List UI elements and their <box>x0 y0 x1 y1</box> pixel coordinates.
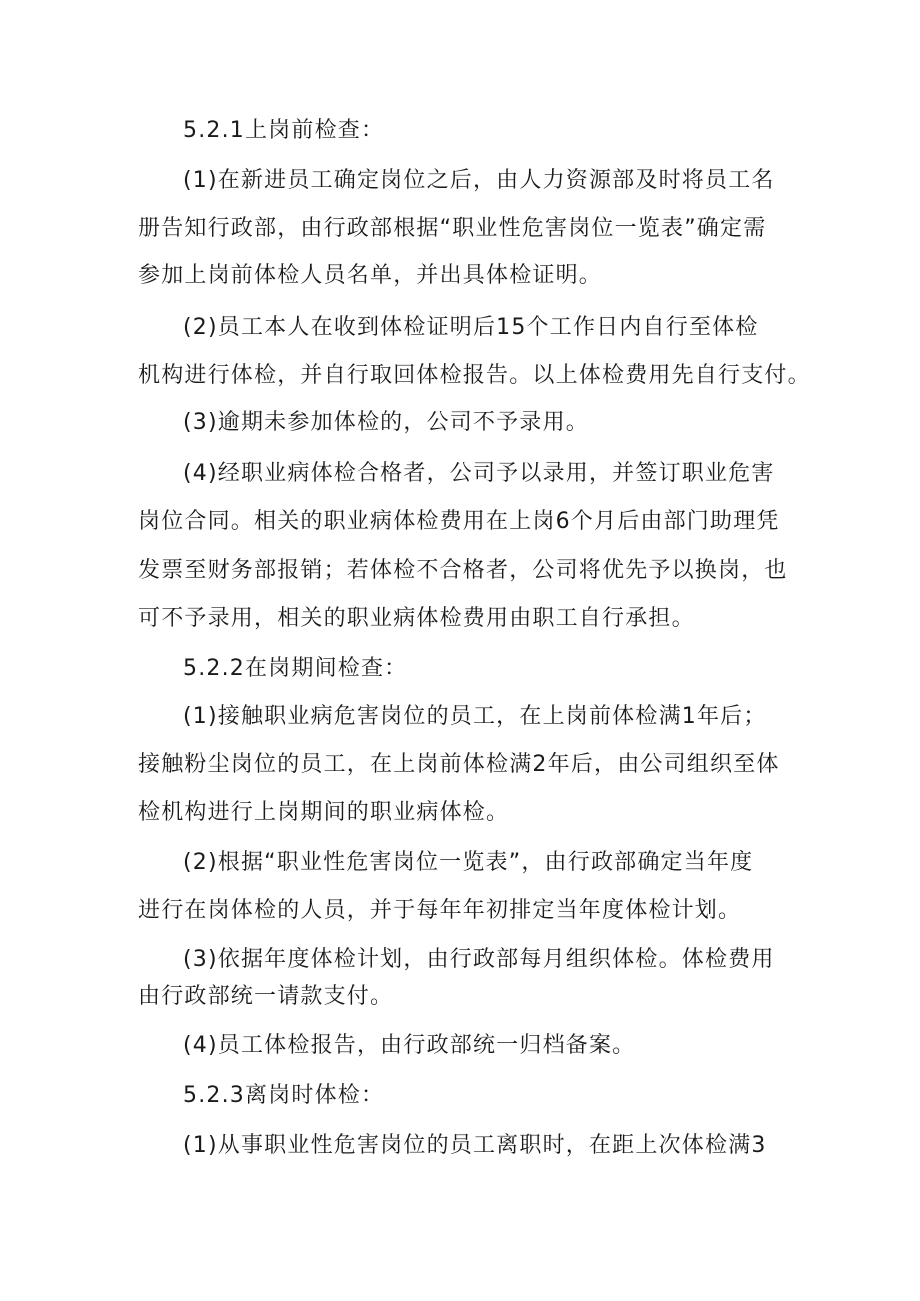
section-heading-5-2-1: 5.2.1上岗前检查： <box>183 118 385 143</box>
paragraph-line: (4)员工体检报告，由行政部统一归档备案。 <box>183 1033 636 1058</box>
section-heading-5-2-2: 5.2.2在岗期间检查： <box>183 656 408 681</box>
paragraph-line: 机构进行体检，并自行取回体检报告。以上体检费用先自行支付。 <box>138 363 811 388</box>
paragraph-line: 册告知行政部，由行政部根据“职业性危害岗位一览表”确定需 <box>138 216 767 241</box>
paragraph-line: 检机构进行上岗期间的职业病体检。 <box>138 800 510 825</box>
paragraph-line: 可不予录用，相关的职业病体检费用由职工自行承担。 <box>138 606 695 631</box>
paragraph-line: (1)从事职业性危害岗位的员工离职时，在距上次体检满3 <box>183 1133 767 1158</box>
paragraph-line: (1)接触职业病危害岗位的员工，在上岗前体检满1年后； <box>183 704 767 729</box>
paragraph-line: (1)在新进员工确定岗位之后，由人力资源部及时将员工名 <box>183 168 775 193</box>
paragraph-line: (2)根据“职业性危害岗位一览表”，由行政部确定当年度 <box>183 850 754 875</box>
paragraph-line: (4)经职业病体检合格者，公司予以录用，并签订职业危害 <box>183 461 775 486</box>
paragraph-line: 发票至财务部报销；若体检不合格者，公司将优先予以换岗，也 <box>138 558 788 583</box>
paragraph-line: 参加上岗前体检人员名单，并出具体检证明。 <box>138 263 603 288</box>
paragraph-line: 由行政部统一请款支付。 <box>138 984 394 1009</box>
paragraph-line: (3)逾期未参加体检的，公司不予录用。 <box>183 410 589 435</box>
paragraph-line: 接触粉尘岗位的员工，在上岗前体检满2年后，由公司组织至体 <box>138 752 780 777</box>
paragraph-line: 进行在岗体检的人员，并于每年年初排定当年度体检计划。 <box>138 898 742 923</box>
section-heading-5-2-3: 5.2.3离岗时体检： <box>183 1083 385 1108</box>
paragraph-line: (2)员工本人在收到体检证明后15个工作日内自行至体检 <box>183 315 759 340</box>
paragraph-line: (3)依据年度体检计划，由行政部每月组织体检。体检费用 <box>183 947 775 972</box>
paragraph-line: 岗位合同。相关的职业病体检费用在上岗6个月后由部门助理凭 <box>138 509 780 534</box>
